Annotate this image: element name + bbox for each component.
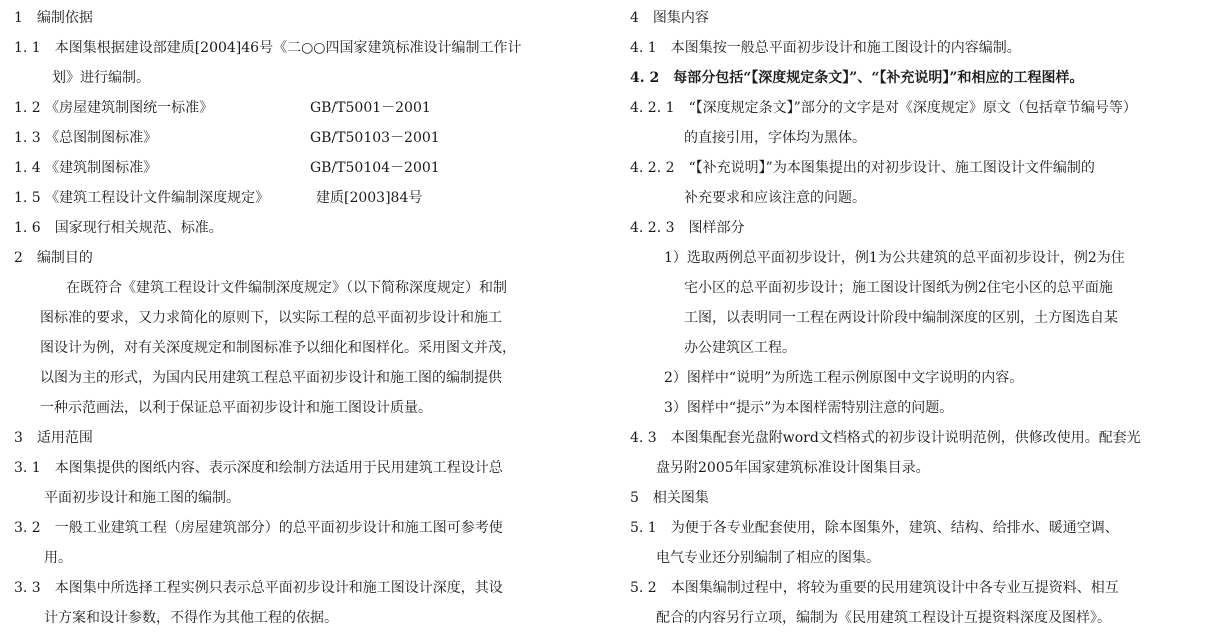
list-item-cont: 办公建筑区工程。: [684, 340, 796, 356]
clause-1-1: 1. 1 本图集根据建设部建质[2004]46号《二○○四国家建筑标准设计编制工作计: [14, 40, 522, 56]
list-item: 1）选取两例总平面初步设计，例1为公共建筑的总平面初步设计，例2为住: [664, 250, 1125, 266]
clause-3-3: 3. 3 本图集中所选择工程实例只表示总平面初步设计和施工图设计深度，其设: [14, 580, 503, 596]
clause-3-1-cont: 平面初步设计和施工图的编制。: [44, 490, 240, 506]
clause-3-2: 3. 2 一般工业建筑工程（房屋建筑部分）的总平面初步设计和施工图可参考使: [14, 520, 503, 536]
clause-4-2: 4. 2 每部分包括“【深度规定条文】”、“【补充说明】”和相应的工程图样。: [630, 70, 1084, 86]
clause-4-2-2: 4. 2. 2 “【补充说明】”为本图集提出的对初步设计、施工图设计文件编制的: [630, 160, 1095, 176]
paragraph-line: 在既符合《建筑工程设计文件编制深度规定》（以下简称深度规定）和制: [66, 280, 507, 296]
paragraph-line: 以图为主的形式，为国内民用建筑工程总平面初步设计和施工图的编制提供: [40, 370, 502, 386]
clause-3-2-cont: 用。: [44, 550, 72, 566]
clause-5-1-cont: 电气专业还分别编制了相应的图集。: [656, 550, 880, 566]
list-item-cont: 工图，以表明同一工程在两设计阶段中编制深度的区别，土方图选自某: [684, 310, 1118, 326]
clause-4-2-1: 4. 2. 1 “【深度规定条文】”部分的文字是对《深度规定》原文（包括章节编号等）: [630, 100, 1137, 116]
clause-4-2-1-cont: 的直接引用，字体均为黑体。: [684, 130, 866, 146]
section-2-heading: 2 编制目的: [14, 250, 93, 266]
clause-3-1: 3. 1 本图集提供的图纸内容、表示深度和绘制方法适用于民用建筑工程设计总: [14, 460, 503, 476]
list-item: 3）图样中“提示”为本图样需特别注意的问题。: [664, 400, 954, 416]
paragraph-line: 图标准的要求，又力求简化的原则下，以实际工程的总平面初步设计和施工: [40, 310, 502, 326]
ref-label: 1. 2 《房屋建筑制图统一标准》: [14, 100, 214, 116]
list-item-cont: 宅小区的总平面初步设计；施工图设计图纸为例2住宅小区的总平面施: [684, 280, 1113, 296]
clause-4-3: 4. 3 本图集配套光盘附word文档格式的初步设计说明范例，供修改使用。配套光: [630, 430, 1141, 446]
paragraph-line: 图设计为例，对有关深度规定和制图标准予以细化和图样化。采用图文并茂，: [40, 340, 516, 356]
clause-1-1-cont: 划》进行编制。: [52, 70, 150, 86]
clause-5-1: 5. 1 为便于各专业配套使用，除本图集外，建筑、结构、给排水、暖通空调、: [630, 520, 1119, 536]
ref-code: 建质[2003]84号: [316, 190, 423, 206]
section-4-heading: 4 图集内容: [630, 10, 709, 26]
section-3-heading: 3 适用范围: [14, 430, 93, 446]
ref-label: 1. 5 《建筑工程设计文件编制深度规定》: [14, 190, 270, 206]
clause-5-2-cont: 配合的内容另行立项，编制为《民用建筑工程设计互提资料深度及图样》。: [656, 610, 1111, 626]
paragraph-line: 一种示范画法，以利于保证总平面初步设计和施工图设计质量。: [40, 400, 432, 416]
list-item: 2）图样中“说明”为所选工程示例原图中文字说明的内容。: [664, 370, 1024, 386]
ref-code: GB/T50103－2001: [310, 130, 440, 146]
section-1-heading: 1 编制依据: [14, 10, 93, 26]
clause-3-3-cont: 计方案和设计参数，不得作为其他工程的依据。: [44, 610, 338, 626]
clause-1-6: 1. 6 国家现行相关规范、标准。: [14, 220, 223, 236]
clause-5-2: 5. 2 本图集编制过程中，将较为重要的民用建筑设计中各专业互提资料、相互: [630, 580, 1119, 596]
section-5-heading: 5 相关图集: [630, 490, 709, 506]
ref-label: 1. 4 《建筑制图标准》: [14, 160, 158, 176]
ref-code: GB/T5001－2001: [310, 100, 431, 116]
clause-4-2-3: 4. 2. 3 图样部分: [630, 220, 745, 236]
ref-code: GB/T50104－2001: [310, 160, 440, 176]
clause-4-3-cont: 盘另附2005年国家建筑标准设计图集目录。: [656, 460, 930, 476]
ref-label: 1. 3 《总图制图标准》: [14, 130, 158, 146]
clause-4-2-2-cont: 补充要求和应该注意的问题。: [684, 190, 866, 206]
clause-4-1: 4. 1 本图集按一般总平面初步设计和施工图设计的内容编制。: [630, 40, 1021, 56]
